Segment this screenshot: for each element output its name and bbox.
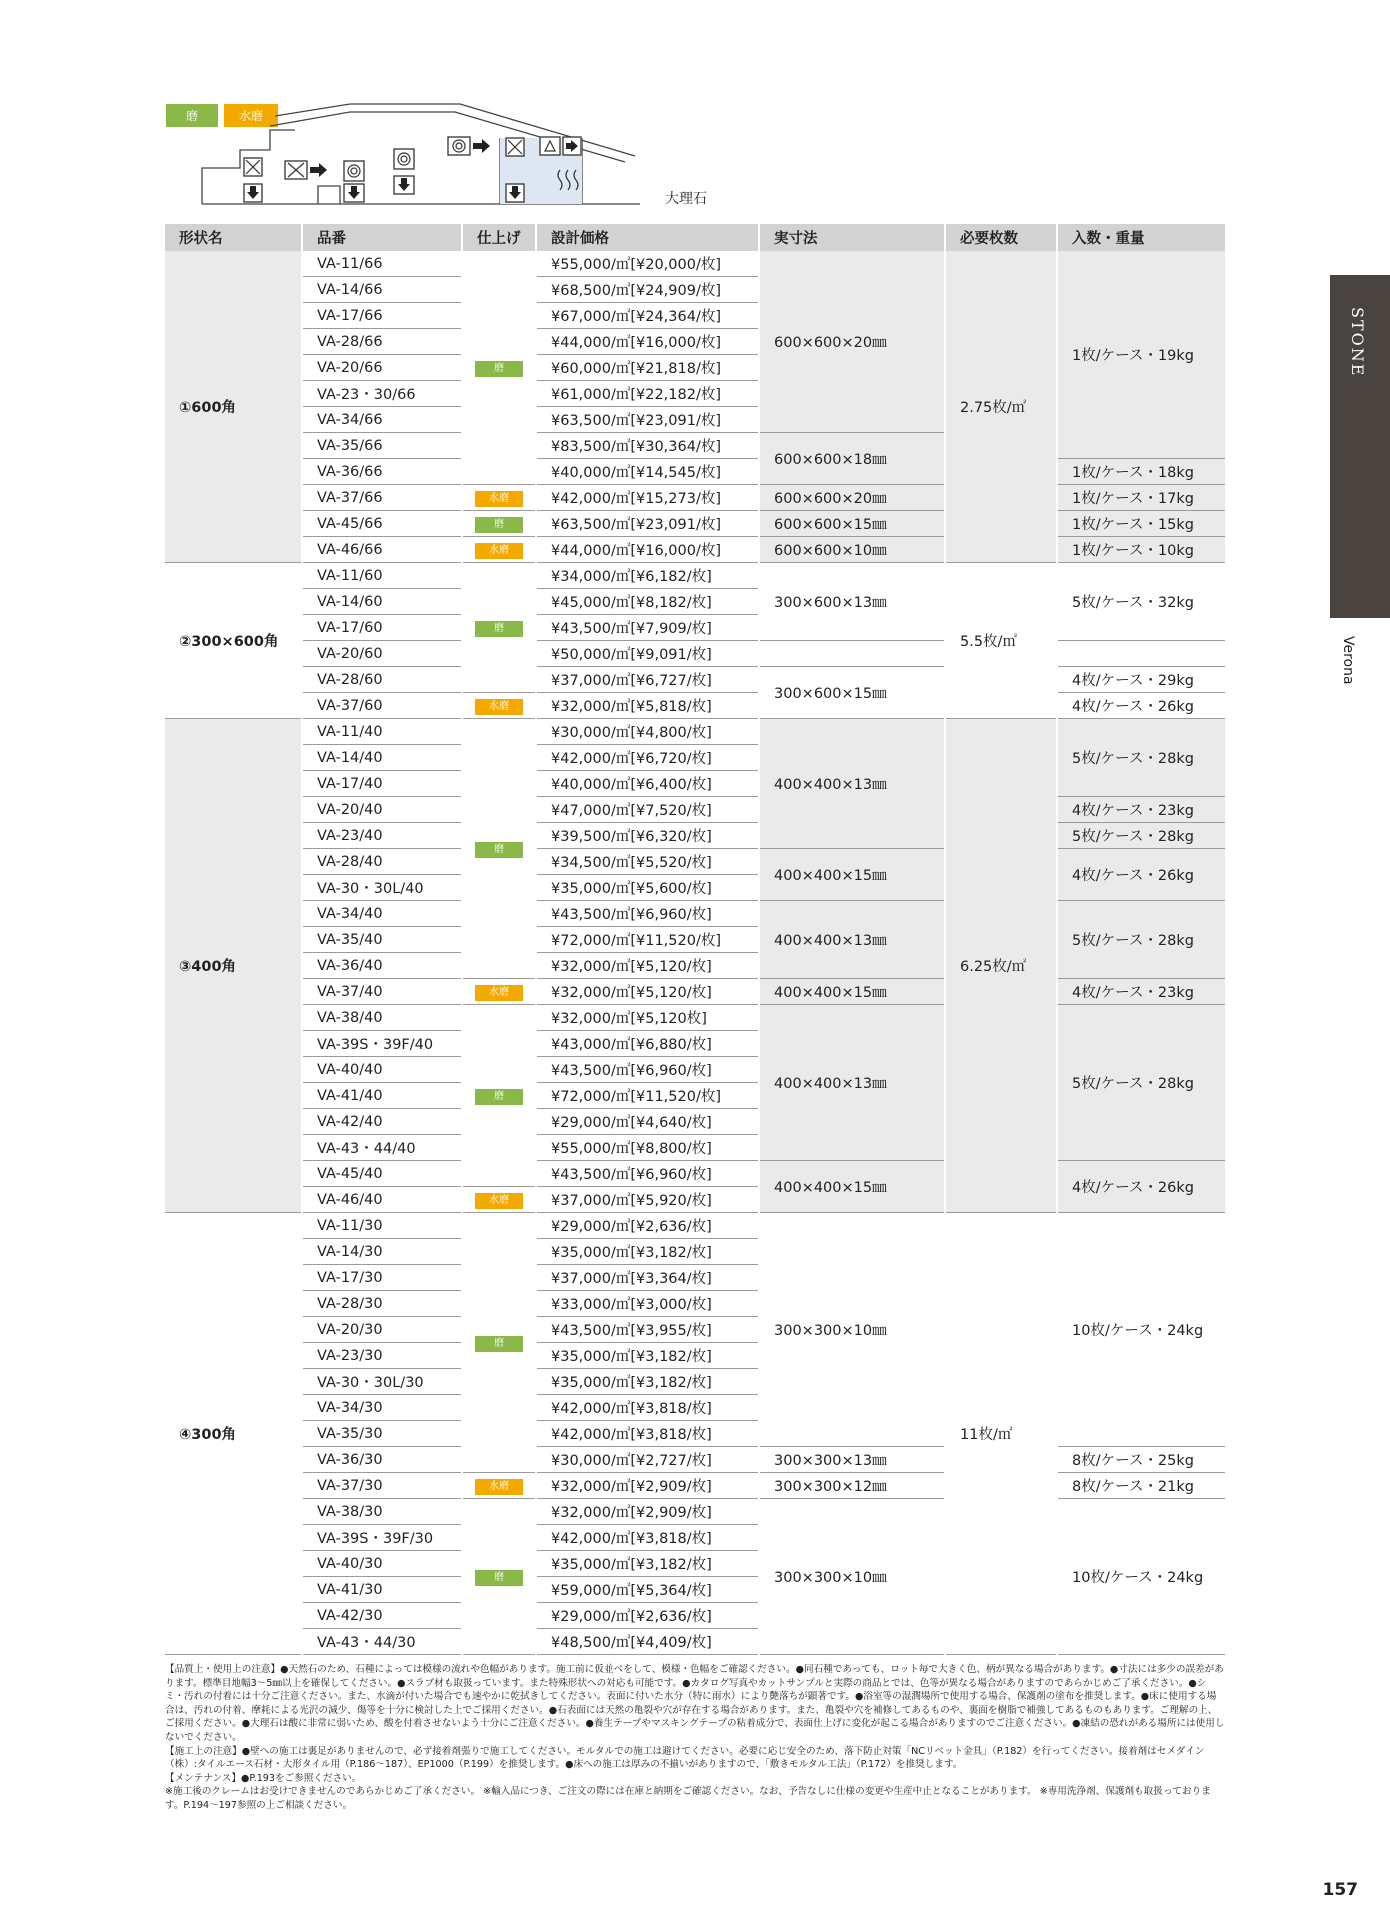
price-cell: ¥33,000/㎡[¥3,000/枚] (536, 1291, 759, 1317)
product-code-cell: VA-40/40 (302, 1057, 462, 1083)
product-code-cell: VA-28/60 (302, 667, 462, 693)
size-cell: 400×400×13㎜ (759, 901, 945, 979)
construction-note: 【施工上の注意】●壁への施工は裏足がありませんので、必ず接着剤張りで施工してください。モルタルでの施工は避けてください。必要に応じ安全のため、落下防止対策「NCリベット金具」（P.182）を行ってください。接着剤はセメダイン（株）:タイルエース石材・大形タイル用（P.186～187）、EP1000（P.199）を推奨します。●床への施工は厚みの不揃いがありますので、「敷きモルタル工法」（P.172）を推奨します。 (165, 1745, 1205, 1771)
table-row (165, 667, 1225, 693)
table-row (165, 979, 1225, 1005)
price-cell: ¥43,500/㎡[¥6,960/枚] (536, 1161, 759, 1187)
price-cell: ¥35,000/㎡[¥3,182/枚] (536, 1343, 759, 1369)
pack-weight-cell: 1枚/ケース・19kg (1057, 251, 1225, 459)
size-cell: 600×600×10㎜ (759, 537, 945, 563)
product-code-cell: VA-11/66 (302, 251, 462, 277)
product-code-cell: VA-34/30 (302, 1395, 462, 1421)
finish-cell (462, 1473, 536, 1499)
price-cell: ¥32,000/㎡[¥5,818/枚] (536, 693, 759, 719)
pack-weight-cell: 8枚/ケース・21kg (1057, 1473, 1225, 1499)
header-pack: 入数・重量 (1057, 224, 1225, 251)
size-cell: 400×400×15㎜ (759, 1161, 945, 1213)
water-polish-tag: 水磨 (475, 985, 523, 1001)
size-cell: 300×600×13㎜ (759, 563, 945, 641)
pack-weight-cell: 5枚/ケース・32kg (1057, 563, 1225, 641)
pack-weight-cell: 5枚/ケース・28kg (1057, 719, 1225, 797)
header-code: 品番 (302, 224, 462, 251)
pack-weight-cell: 5枚/ケース・28kg (1057, 901, 1225, 979)
product-code-cell: VA-40/30 (302, 1551, 462, 1577)
table-row (165, 1499, 1225, 1525)
price-cell: ¥30,000/㎡[¥4,800/枚] (536, 719, 759, 745)
size-cell (759, 641, 945, 667)
pack-weight-cell: 1枚/ケース・17kg (1057, 485, 1225, 511)
pack-weight-cell (1057, 641, 1225, 667)
water-polish-legend-tag: 水磨 (224, 104, 278, 127)
product-code-cell: VA-38/40 (302, 1005, 462, 1031)
price-cell: ¥42,000/㎡[¥3,818/枚] (536, 1395, 759, 1421)
price-cell: ¥44,000/㎡[¥16,000/枚] (536, 329, 759, 355)
table-row (165, 1473, 1225, 1499)
water-polish-tag: 水磨 (475, 1193, 523, 1209)
product-code-cell: VA-43・44/40 (302, 1135, 462, 1161)
table-row (165, 1161, 1225, 1187)
page-number: 157 (1322, 1880, 1358, 1900)
price-cell: ¥35,000/㎡[¥3,182/枚] (536, 1369, 759, 1395)
price-cell: ¥32,000/㎡[¥5,120/枚] (536, 953, 759, 979)
price-cell: ¥61,000/㎡[¥22,182/枚] (536, 381, 759, 407)
product-code-cell: VA-38/30 (302, 1499, 462, 1525)
finish-cell (462, 511, 536, 537)
product-code-cell: VA-42/30 (302, 1603, 462, 1629)
size-cell: 300×600×15㎜ (759, 667, 945, 719)
price-cell: ¥37,000/㎡[¥5,920/枚] (536, 1187, 759, 1213)
maintenance-note: 【メンテナンス】●P.193をご参照ください。 (165, 1772, 362, 1784)
size-cell: 300×300×12㎜ (759, 1473, 945, 1499)
product-code-cell: VA-39S・39F/40 (302, 1031, 462, 1057)
product-code-cell: VA-35/40 (302, 927, 462, 953)
price-cell: ¥29,000/㎡[¥4,640/枚] (536, 1109, 759, 1135)
price-cell: ¥60,000/㎡[¥21,818/枚] (536, 355, 759, 381)
table-row (165, 641, 1225, 667)
product-code-cell: VA-17/40 (302, 771, 462, 797)
shape-name-cell: ③400角 (165, 719, 302, 1213)
price-cell: ¥47,000/㎡[¥7,520/枚] (536, 797, 759, 823)
product-code-cell: VA-30・30L/30 (302, 1369, 462, 1395)
finish-cell (462, 1005, 536, 1187)
price-cell: ¥42,000/㎡[¥3,818/枚] (536, 1525, 759, 1551)
table-row (165, 1447, 1225, 1473)
water-polish-tag: 水磨 (475, 491, 523, 507)
polish-tag: 磨 (475, 361, 523, 377)
price-cell: ¥68,500/㎡[¥24,909/枚] (536, 277, 759, 303)
price-cell: ¥34,000/㎡[¥6,182/枚] (536, 563, 759, 589)
price-cell: ¥32,000/㎡[¥2,909/枚] (536, 1473, 759, 1499)
table-row (165, 1213, 1225, 1239)
product-code-cell: VA-35/30 (302, 1421, 462, 1447)
finish-cell (462, 563, 536, 693)
product-code-cell: VA-46/66 (302, 537, 462, 563)
shape-name-cell: ④300角 (165, 1213, 302, 1655)
pack-weight-cell: 4枚/ケース・26kg (1057, 1161, 1225, 1213)
product-code-cell: VA-35/66 (302, 433, 462, 459)
product-code-cell: VA-34/40 (302, 901, 462, 927)
category-side-tab (1330, 275, 1390, 618)
table-row (165, 849, 1225, 875)
finish-cell (462, 693, 536, 719)
finish-cell (462, 1499, 536, 1655)
price-cell: ¥43,500/㎡[¥6,960/枚] (536, 1057, 759, 1083)
product-code-cell: VA-41/40 (302, 1083, 462, 1109)
price-cell: ¥40,000/㎡[¥6,400/枚] (536, 771, 759, 797)
price-cell: ¥43,000/㎡[¥6,880/枚] (536, 1031, 759, 1057)
product-code-cell: VA-46/40 (302, 1187, 462, 1213)
size-cell: 600×600×15㎜ (759, 511, 945, 537)
size-cell: 300×300×13㎜ (759, 1447, 945, 1473)
price-cell: ¥32,000/㎡[¥5,120/枚] (536, 979, 759, 1005)
table-row (165, 901, 1225, 927)
finish-cell (462, 537, 536, 563)
finish-cell (462, 1187, 536, 1213)
price-cell: ¥44,000/㎡[¥16,000/枚] (536, 537, 759, 563)
pack-weight-cell: 4枚/ケース・23kg (1057, 797, 1225, 823)
price-cell: ¥32,000/㎡[¥5,120枚] (536, 1005, 759, 1031)
table-row (165, 563, 1225, 589)
price-cell: ¥72,000/㎡[¥11,520/枚] (536, 1083, 759, 1109)
table-row (165, 485, 1225, 511)
polish-tag: 磨 (475, 1089, 523, 1105)
disclaimer-note: ※施工後のクレームはお受けできませんのであらかじめご了承ください。 ※輸入品につき、ご注文の際には在庫と納期をご確認ください。なお、予告なしに仕様の変更や生産中止となることがあります。 ※専用洗浄剤、保護剤も取扱っております。P.194～197参照の上ご相談ください。 (165, 1786, 1211, 1811)
product-code-cell: VA-39S・39F/30 (302, 1525, 462, 1551)
polish-tag: 磨 (475, 1336, 523, 1352)
product-code-cell: VA-28/30 (302, 1291, 462, 1317)
finish-cell (462, 251, 536, 485)
table-row (165, 251, 1225, 277)
table-row (165, 511, 1225, 537)
marble-label: 大理石 (665, 191, 707, 207)
product-code-cell: VA-20/40 (302, 797, 462, 823)
usage-house-diagram (200, 100, 640, 210)
required-count-cell: 11枚/㎡ (945, 1213, 1057, 1655)
product-code-cell: VA-37/60 (302, 693, 462, 719)
size-cell: 600×600×20㎜ (759, 485, 945, 511)
product-code-cell: VA-23・30/66 (302, 381, 462, 407)
pack-weight-cell: 1枚/ケース・15kg (1057, 511, 1225, 537)
header-size: 実寸法 (759, 224, 945, 251)
price-cell: ¥45,000/㎡[¥8,182/枚] (536, 589, 759, 615)
size-cell: 300×300×10㎜ (759, 1213, 945, 1447)
header-need: 必要枚数 (945, 224, 1057, 251)
required-count-cell: 5.5枚/㎡ (945, 563, 1057, 719)
pack-weight-cell: 8枚/ケース・25kg (1057, 1447, 1225, 1473)
pack-weight-cell: 5枚/ケース・28kg (1057, 823, 1225, 849)
price-cell: ¥30,000/㎡[¥2,727/枚] (536, 1447, 759, 1473)
price-cell: ¥55,000/㎡[¥20,000/枚] (536, 251, 759, 277)
header-price: 設計価格 (536, 224, 759, 251)
price-cell: ¥42,000/㎡[¥3,818/枚] (536, 1421, 759, 1447)
polish-legend-tag: 磨 (166, 104, 218, 127)
product-code-cell: VA-14/66 (302, 277, 462, 303)
shape-name-cell: ①600角 (165, 251, 302, 563)
product-code-cell: VA-17/66 (302, 303, 462, 329)
price-cell: ¥43,500/㎡[¥6,960/枚] (536, 901, 759, 927)
price-cell: ¥48,500/㎡[¥4,409/枚] (536, 1629, 759, 1655)
polish-tag: 磨 (475, 621, 523, 637)
product-code-cell: VA-45/40 (302, 1161, 462, 1187)
product-code-cell: VA-14/30 (302, 1239, 462, 1265)
price-cell: ¥55,000/㎡[¥8,800/枚] (536, 1135, 759, 1161)
water-polish-tag: 水磨 (475, 543, 523, 559)
table-row (165, 719, 1225, 745)
pack-weight-cell: 1枚/ケース・10kg (1057, 537, 1225, 563)
pack-weight-cell: 1枚/ケース・18kg (1057, 459, 1225, 485)
size-cell: 300×300×10㎜ (759, 1499, 945, 1655)
price-cell: ¥29,000/㎡[¥2,636/枚] (536, 1603, 759, 1629)
size-cell: 400×400×13㎜ (759, 1005, 945, 1161)
water-polish-tag: 水磨 (475, 699, 523, 715)
price-cell: ¥43,500/㎡[¥7,909/枚] (536, 615, 759, 641)
price-cell: ¥50,000/㎡[¥9,091/枚] (536, 641, 759, 667)
finish-cell (462, 719, 536, 979)
size-cell: 400×400×13㎜ (759, 719, 945, 849)
pack-weight-cell: 10枚/ケース・24kg (1057, 1213, 1225, 1447)
polish-tag: 磨 (475, 842, 523, 858)
product-code-cell: VA-36/66 (302, 459, 462, 485)
product-code-cell: VA-17/30 (302, 1265, 462, 1291)
finish-cell (462, 979, 536, 1005)
price-cell: ¥34,500/㎡[¥5,520/枚] (536, 849, 759, 875)
product-code-cell: VA-37/66 (302, 485, 462, 511)
size-cell: 600×600×18㎜ (759, 433, 945, 485)
shape-name-cell: ②300×600角 (165, 563, 302, 719)
finish-cell (462, 1213, 536, 1473)
price-cell: ¥72,000/㎡[¥11,520/枚] (536, 927, 759, 953)
table-row (165, 693, 1225, 719)
product-code-cell: VA-23/40 (302, 823, 462, 849)
product-code-cell: VA-30・30L/40 (302, 875, 462, 901)
product-code-cell: VA-14/60 (302, 589, 462, 615)
price-cell: ¥67,000/㎡[¥24,364/枚] (536, 303, 759, 329)
table-header-row (165, 224, 1225, 251)
notes-section (165, 1663, 1225, 1813)
table-row (165, 823, 1225, 849)
polish-tag: 磨 (475, 517, 523, 533)
price-cell: ¥63,500/㎡[¥23,091/枚] (536, 407, 759, 433)
price-cell: ¥42,000/㎡[¥15,273/枚] (536, 485, 759, 511)
product-code-cell: VA-45/66 (302, 511, 462, 537)
header-shape: 形状名 (165, 224, 302, 251)
product-code-cell: VA-11/60 (302, 563, 462, 589)
price-cell: ¥39,500/㎡[¥6,320/枚] (536, 823, 759, 849)
product-code-cell: VA-20/60 (302, 641, 462, 667)
finish-cell (462, 485, 536, 511)
product-code-cell: VA-11/30 (302, 1213, 462, 1239)
price-cell: ¥37,000/㎡[¥3,364/枚] (536, 1265, 759, 1291)
table-row (165, 797, 1225, 823)
price-cell: ¥42,000/㎡[¥6,720/枚] (536, 745, 759, 771)
series-label: Verona (1340, 636, 1356, 685)
product-code-cell: VA-20/30 (302, 1317, 462, 1343)
product-code-cell: VA-20/66 (302, 355, 462, 381)
product-code-cell: VA-28/40 (302, 849, 462, 875)
price-cell: ¥32,000/㎡[¥2,909/枚] (536, 1499, 759, 1525)
category-label: STONE (1348, 307, 1367, 378)
spec-table-body (165, 251, 1225, 1655)
price-cell: ¥35,000/㎡[¥3,182/枚] (536, 1551, 759, 1577)
product-code-cell: VA-11/40 (302, 719, 462, 745)
product-code-cell: VA-37/30 (302, 1473, 462, 1499)
product-code-cell: VA-17/60 (302, 615, 462, 641)
pack-weight-cell: 10枚/ケース・24kg (1057, 1499, 1225, 1655)
price-cell: ¥29,000/㎡[¥2,636/枚] (536, 1213, 759, 1239)
product-code-cell: VA-14/40 (302, 745, 462, 771)
header-finish: 仕上げ (462, 224, 536, 251)
quality-note: 【品質上・使用上の注意】●天然石のため、石種によっては模様の流れや色幅があります。施工前に仮並べをして、模様・色幅をご確認ください。●同石種であっても、ロット毎で大きく色、柄が異なる場合があります。●寸法には多少の誤差があります。標準目地幅3～5㎜以上を確保してください。●スラブ材も取扱っています。また特殊形状への対応も可能です。●カタログ写真やカットサンプルと実際の商品とでは、色等が異なる場合がありますのであらかじめご了承ください。●シミ・汚れの付着には十分ご注意ください。また、水滴が付いた場合でも速やかに乾拭きしてください。表面に付いた水分（特に雨水）により艶落ちが顕著です。●浴室等の湿潤場所で使用する場合、保護剤の塗布を推奨します。●床に使用する場合は、汚れの付着、摩耗による光沢の減少、傷等を十分に検討した上でご採用ください。●石表面には天然の亀裂や穴が存在する場合があります。また、亀裂や穴を補修してあるものや、裏面を樹脂で補強してあるものもあります。ご理解の上、ご採用ください。●大理石は酸に非常に弱いため、酸を付着させないよう十分にご注意ください。●養生テープやマスキングテープの粘着成分で、表面仕上げに変化が起こる場合がありますのでご注意ください。●凍結の恐れがある場所には使用しないでください。 (165, 1664, 1225, 1743)
product-code-cell: VA-36/40 (302, 953, 462, 979)
table-row (165, 459, 1225, 485)
table-row (165, 1005, 1225, 1031)
product-code-cell: VA-36/30 (302, 1447, 462, 1473)
required-count-cell: 6.25枚/㎡ (945, 719, 1057, 1213)
price-cell: ¥37,000/㎡[¥6,727/枚] (536, 667, 759, 693)
required-count-cell: 2.75枚/㎡ (945, 251, 1057, 563)
pack-weight-cell: 4枚/ケース・26kg (1057, 849, 1225, 901)
pack-weight-cell: 5枚/ケース・28kg (1057, 1005, 1225, 1161)
pack-weight-cell: 4枚/ケース・23kg (1057, 979, 1225, 1005)
size-cell: 400×400×15㎜ (759, 979, 945, 1005)
water-polish-tag: 水磨 (475, 1479, 523, 1495)
polish-tag: 磨 (475, 1570, 523, 1586)
price-cell: ¥63,500/㎡[¥23,091/枚] (536, 511, 759, 537)
price-cell: ¥40,000/㎡[¥14,545/枚] (536, 459, 759, 485)
product-code-cell: VA-43・44/30 (302, 1629, 462, 1655)
pack-weight-cell: 4枚/ケース・29kg (1057, 667, 1225, 693)
product-code-cell: VA-41/30 (302, 1577, 462, 1603)
price-cell: ¥43,500/㎡[¥3,955/枚] (536, 1317, 759, 1343)
product-code-cell: VA-23/30 (302, 1343, 462, 1369)
product-code-cell: VA-34/66 (302, 407, 462, 433)
table-row (165, 537, 1225, 563)
product-code-cell: VA-42/40 (302, 1109, 462, 1135)
price-cell: ¥83,500/㎡[¥30,364/枚] (536, 433, 759, 459)
product-code-cell: VA-28/66 (302, 329, 462, 355)
product-code-cell: VA-37/40 (302, 979, 462, 1005)
price-cell: ¥59,000/㎡[¥5,364/枚] (536, 1577, 759, 1603)
price-cell: ¥35,000/㎡[¥3,182/枚] (536, 1239, 759, 1265)
price-cell: ¥35,000/㎡[¥5,600/枚] (536, 875, 759, 901)
pack-weight-cell: 4枚/ケース・26kg (1057, 693, 1225, 719)
size-cell: 600×600×20㎜ (759, 251, 945, 433)
size-cell: 400×400×15㎜ (759, 849, 945, 901)
spec-table (165, 224, 1225, 1655)
